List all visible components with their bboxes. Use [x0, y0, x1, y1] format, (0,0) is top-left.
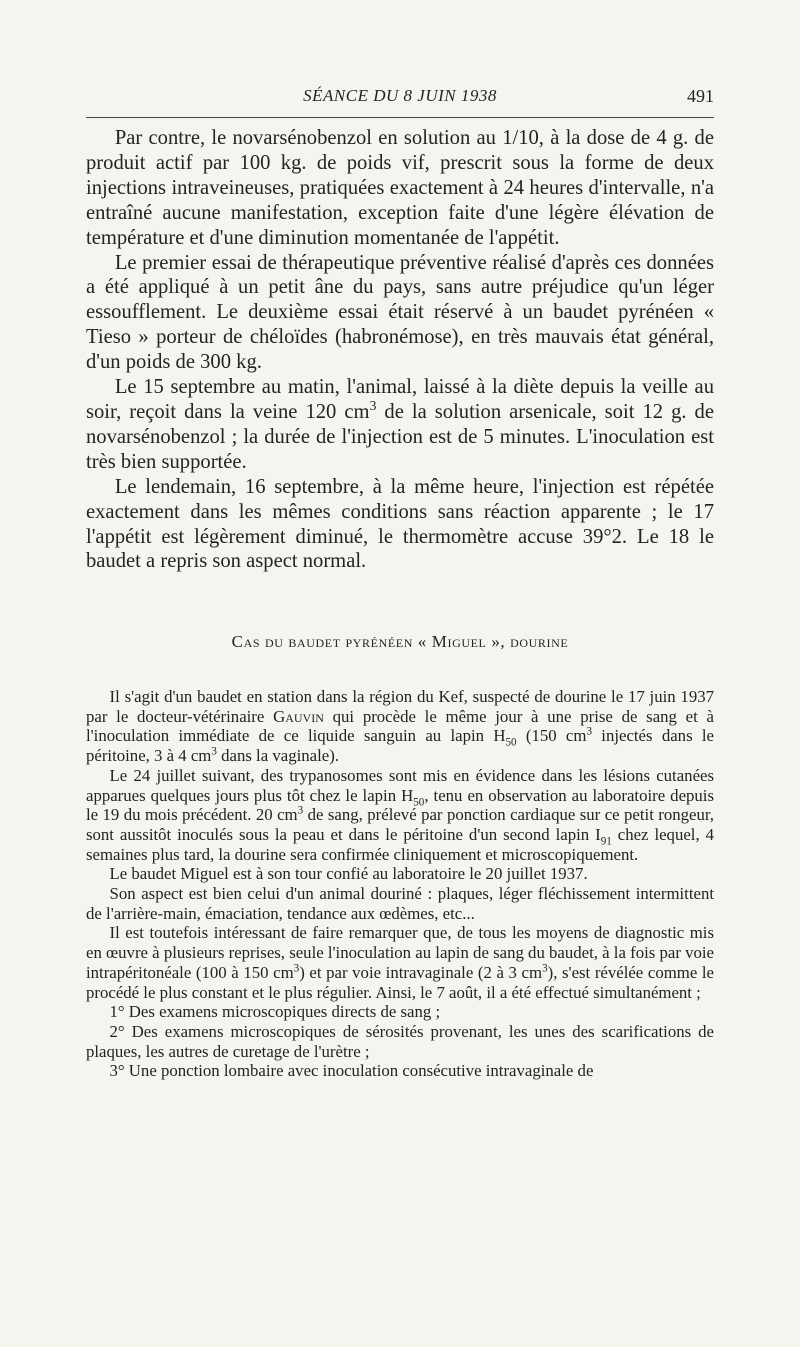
paragraph: Le lendemain, 16 septembre, à la même heure, l'injection est répétée exactement dans les mêmes conditions sans réaction apparente ; le 17 l'appétit est légèrement diminué, le thermomètre accuse 39°2. Le 18 le baudet a repris son aspect normal. [86, 475, 714, 573]
small-text [86, 687, 714, 1081]
paragraph: Son aspect est bien celui d'un animal douriné : plaques, léger fléchissement intermittent de l'arrière-main, émaciation, tendance aux œdèmes, etc... [86, 884, 714, 923]
running-head [86, 86, 714, 112]
paragraph: Le baudet Miguel est à son tour confié au laboratoire le 20 juillet 1937. [109, 864, 588, 884]
list-item: 1° Des examens microscopiques directs de sang ; [109, 1002, 441, 1022]
paragraph: Le premier essai de thérapeutique préventive réalisé d'après ces données a été appliqué à un petit âne du pays, sans autre préjudice qu'un léger essoufflement. Le deuxième essai était réservé à un baudet pyrénéen « Tieso » porteur de chéloïdes (habronémose), en très mauvais état général, d'un poids de 300 kg. [86, 251, 714, 374]
header-rule [86, 117, 714, 118]
page-number: 491 [687, 86, 714, 106]
section-heading: Cas du baudet pyrénéen « Miguel », dourine [231, 632, 569, 651]
paragraph: Par contre, le novarsénobenzol en solution au 1/10, à la dose de 4 g. de produit actif par 100 kg. de poids vif, prescrit sous la forme de deux injections intraveineuses, pratiquées exactement à 24 heures d'intervalle, n'a entraîné aucune manifestation, exception faite d'une légère élévation de température et d'une diminution momentanée de l'appétit. [86, 127, 714, 249]
list-item: 3° Une ponction lombaire avec inoculation consécutive intravaginale de [109, 1061, 594, 1081]
main-text [86, 126, 714, 574]
paragraph: Il s'agit d'un baudet en station dans la région du Kef, suspecté de dourine le 17 juin 1937 par le docteur-vétérinaire Gauvin qui procède le même jour à une prise de sang et à l'inoculation immédiate de ce liquide sanguin au lapin $H_{50}$ (150 $cm^3$ injectés dans le péritoine, 3 à 4 $cm^3$ dans la vaginale). [86, 687, 715, 766]
running-title: SÉANCE DU 8 JUIN 1938 [303, 86, 497, 105]
paragraph: Le 15 septembre au matin, l'animal, laissé à la diète depuis la veille au soir, reçoit dans la veine 120 $cm^3$ de la solution arsenicale, soit 12 g. de novarsénobenzol ; la durée de l'injection est de 5 minutes. L'inoculation est très bien supportée. [86, 376, 714, 473]
paragraph: Le 24 juillet suivant, des trypanosomes sont mis en évidence dans les lésions cutanées apparues quelques jours plus tôt chez le lapin $H_{50}$, tenu en observation au laboratoire depuis le 19 du mois précédent. 20 $cm^3$ de sang, prélevé par ponction cardiaque sur ce petit rongeur, sont aussitôt inoculés sous la peau et dans le péritoine d'un second lapin $I_{91}$ chez lequel, 4 semaines plus tard, la dourine sera confirmée cliniquement et microscopiquement. [86, 765, 715, 864]
list-item: 2° Des examens microscopiques de sérosités provenant, les unes des scarifications de plaques, les autres de curetage de l'urètre ; [86, 1021, 714, 1061]
paragraph: Il est toutefois intéressant de faire remarquer que, de tous les moyens de diagnostic mis en œuvre à plusieurs reprises, seule l'inoculation au lapin de sang du baudet, à la fois par voie intrapéritonéale (100 à 150 $cm^3$) et par voie intravaginale (2 à 3 $cm^3$), s'est révélée comme le procédé le plus constant et le plus régulier. Ainsi, le 7 août, il a été effectué simultanément ; [86, 923, 714, 1002]
